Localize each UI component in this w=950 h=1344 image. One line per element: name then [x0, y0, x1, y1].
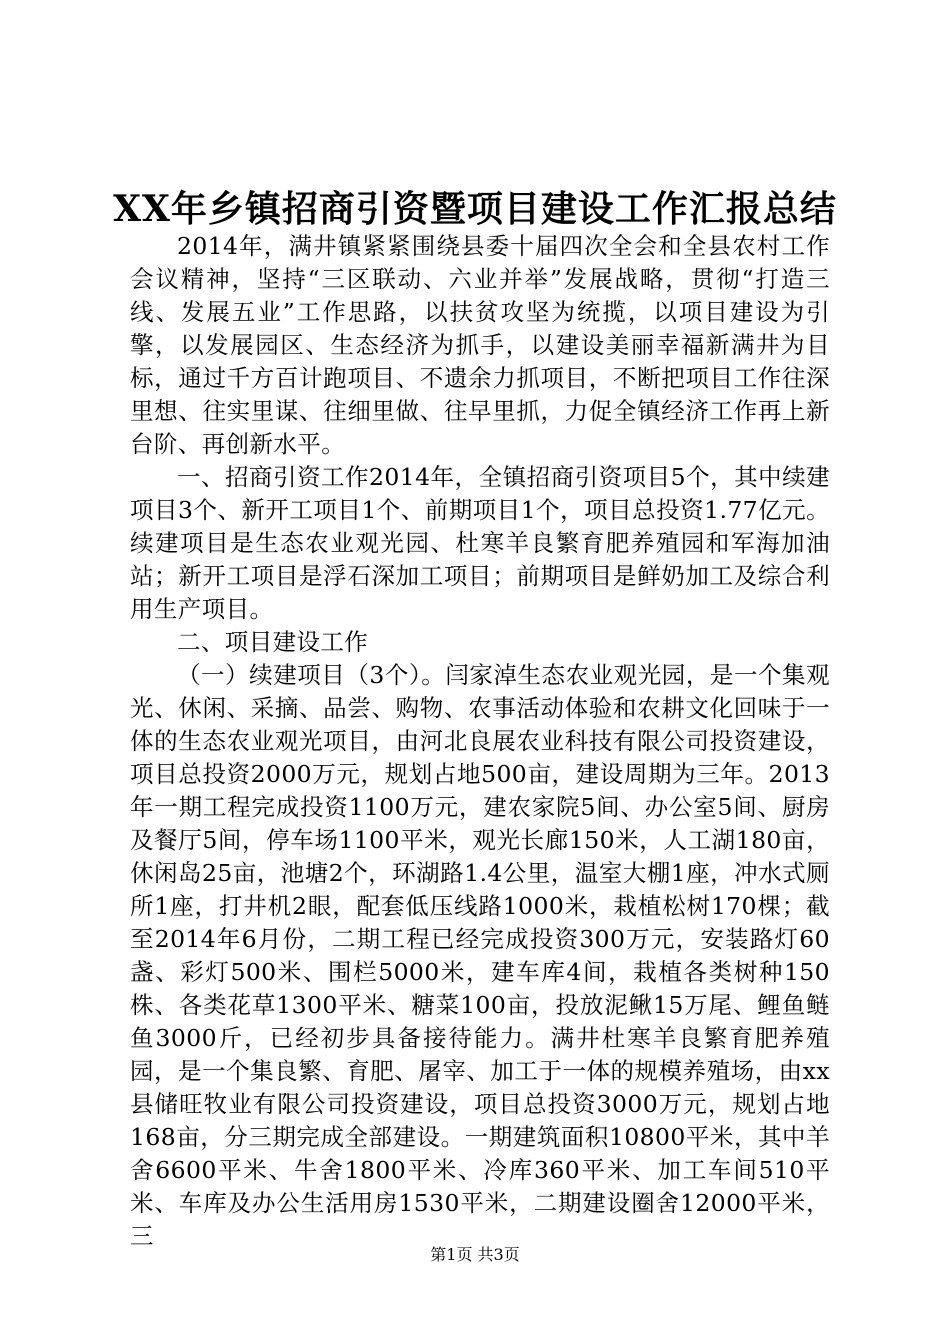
page-footer: 第1页 共3页	[430, 1245, 520, 1264]
paragraph-heading-projects: 二、项目建设工作	[177, 628, 369, 656]
document-body	[130, 230, 830, 1253]
paragraph-investment: 一、招商引资工作2014年，全镇招商引资项目5个，其中续建项目3个、新开工项目1个、前期项目1个，项目总投资1.77亿元。续建项目是生态农业观光园、杜寒羊良繁育肥养殖园和军海加油站；新开工项目是浮石深加工项目；前期项目是鲜奶加工及综合利用生产项目。	[130, 463, 830, 623]
document-title: XX年乡镇招商引资暨项目建设工作汇报总结	[113, 188, 837, 230]
paragraph-continued-projects: （一）续建项目（3个）。闫家淖生态农业观光园，是一个集观光、休闲、采摘、品尝、购物、农事活动体验和农耕文化回味于一体的生态农业观光项目，由河北良展农业科技有限公司投资建设，项目总投资2000万元，规划占地500亩，建设周期为三年。2013年一期工程完成投资1100万元，建农家院5间、办公室5间、厨房及餐厅5间，停车场1100平米，观光长廊150米，人工湖180亩，休闲岛25亩，池塘2个，环湖路1.4公里，温室大棚1座，冲水式厕所1座，打井机2眼，配套低压线路1000米，栽植松树170棵；截至2014年6月份，二期工程已经完成投资300万元，安装路灯60盏、彩灯500米、围栏5000米，建车库4间，栽植各类树种150株、各类花草1300平米、糖菜100亩，投放泥鳅15万尾、鲤鱼鲢鱼3000斤，已经初步具备接待能力。满井杜寒羊良繁育肥养殖园，是一个集良繁、育肥、屠宰、加工于一体的规模养殖场，由xx县储旺牧业有限公司投资建设，项目总投资3000万元，规划占地168亩，分三期完成全部建设。一期建筑面积10800平米，其中羊舍6600平米、牛舍1800平米、冷库360平米、加工车间510平米、车库及办公生活用房1530平米，二期建设圈舍12000平米，三	[130, 661, 830, 1250]
paragraph-intro: 2014年，满井镇紧紧围绕县委十届四次全会和全县农村工作会议精神，坚持“三区联动、六业并举”发展战略，贯彻“打造三线、发展五业”工作思路，以扶贫攻坚为统揽，以项目建设为引擎，以发展园区、生态经济为抓手，以建设美丽幸福新满井为目标，通过千方百计跑项目、不遗余力抓项目，不断把项目工作往深里想、往实里谋、往细里做、往早里抓，力促全镇经济工作再上新台阶、再创新水平。	[130, 232, 830, 458]
